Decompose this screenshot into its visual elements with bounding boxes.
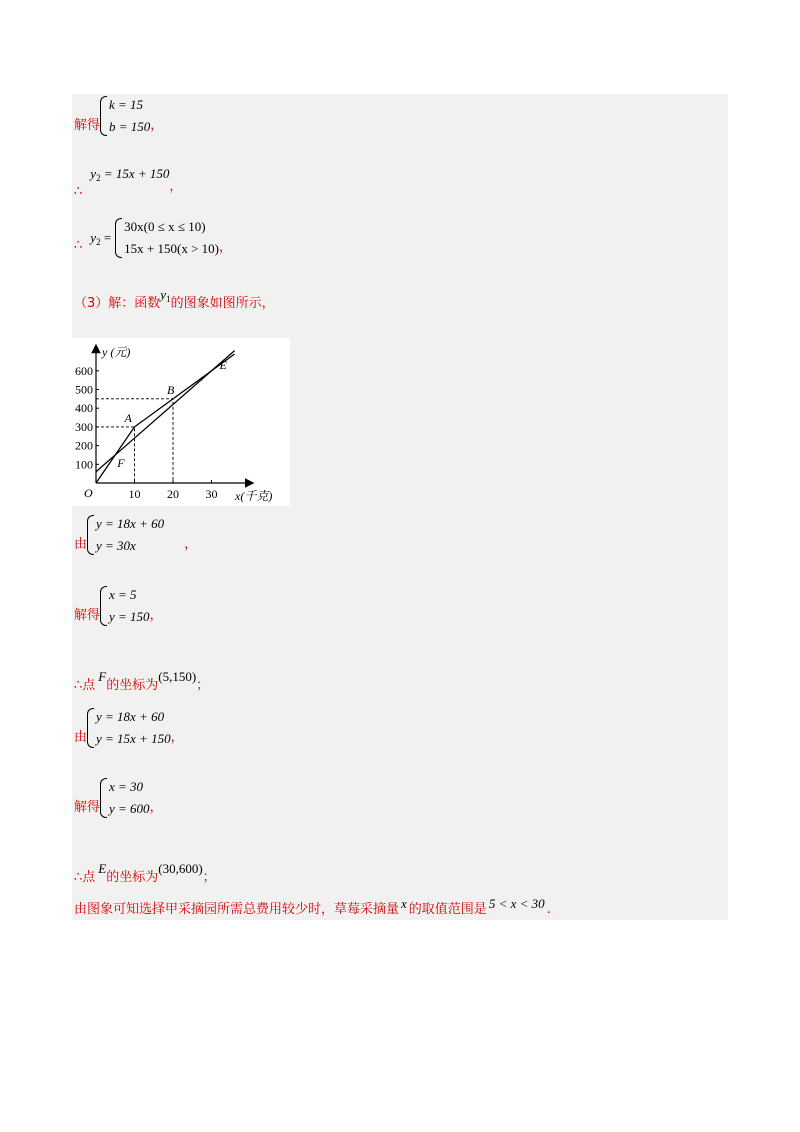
y-axis-label: y (元) (102, 345, 131, 360)
y-tick-label: 400 (75, 401, 93, 416)
y-tick-label: 600 (75, 363, 93, 378)
y2-lhs: $y_2$ = (90, 229, 112, 247)
cost-chart (72, 338, 290, 506)
eq-k: k = 15 (109, 97, 144, 112)
solution-2: 解得 x = 30 y = 600 ， (74, 776, 163, 820)
y-tick-label: 100 (75, 457, 93, 472)
point-label-e: E (219, 357, 227, 372)
point-label-a: A (124, 410, 132, 425)
case-2: 15x + 150(x > 10) (124, 241, 219, 256)
conclusion: 由图象可知选择甲采摘园所需总费用较少时，草莓采摘量 x 的取值范围是 5 < x < 30 . (74, 896, 551, 917)
series-line-2 (96, 351, 235, 472)
cost-chart-svg (72, 338, 290, 506)
y-tick-label: 300 (75, 419, 93, 434)
solve-kb: 解得 k = 15 b = 150 ， (74, 94, 163, 138)
point-e-coordinates: ∴点 E 的坐标为 (30,600) ； (74, 860, 216, 885)
x-tick-label: 30 (205, 487, 218, 501)
y-tick-label: 500 (75, 382, 93, 397)
y2-linear: ∴ $y_2 = 15x + 150$ ， (74, 166, 183, 199)
kb-system (100, 94, 150, 138)
y-tick-label: 200 (75, 438, 93, 453)
origin-label: O (84, 486, 93, 500)
system-1-eqs: y = 18x + 60 y = 30x (87, 513, 164, 557)
system-2: 由 y = 18x + 60 y = 15x + 150 ， (74, 706, 184, 750)
point-label-f: F (117, 455, 125, 470)
solution-1-eqs: x = 5 y = 150 (100, 584, 150, 628)
x-tick-label: 10 (128, 487, 141, 501)
point-label-b: B (167, 382, 175, 397)
y2-piecewise: ∴ $y_2$ = 30x(0 ≤ x ≤ 10) 15x + 150(x > 10) ， (74, 216, 232, 260)
case-1: 30x(0 ≤ x ≤ 10) (124, 219, 206, 234)
x-tick-label: 20 (167, 487, 179, 501)
solve-label: 解得 (74, 117, 101, 133)
solution-2-eqs: x = 30 y = 600 (100, 776, 150, 820)
system-2-eqs: y = 18x + 60 y = 15x + 150 (87, 706, 171, 750)
y2-formula: $y_2 = 15x + 150$ (90, 166, 170, 183)
x-axis-label: x(千克) (235, 489, 273, 503)
point-f-coordinates: ∴点 F 的坐标为 (5,150) ； (74, 668, 210, 693)
eq-b: b = 150 (109, 119, 151, 134)
solution-1: 解得 x = 5 y = 150 ， (74, 584, 163, 628)
piecewise-cases (115, 216, 219, 260)
part3-statement: （3）解：函数$y_1$的图象如图所示， (74, 287, 275, 311)
system-1: 由 y = 18x + 60 y = 30x ， (74, 513, 197, 557)
